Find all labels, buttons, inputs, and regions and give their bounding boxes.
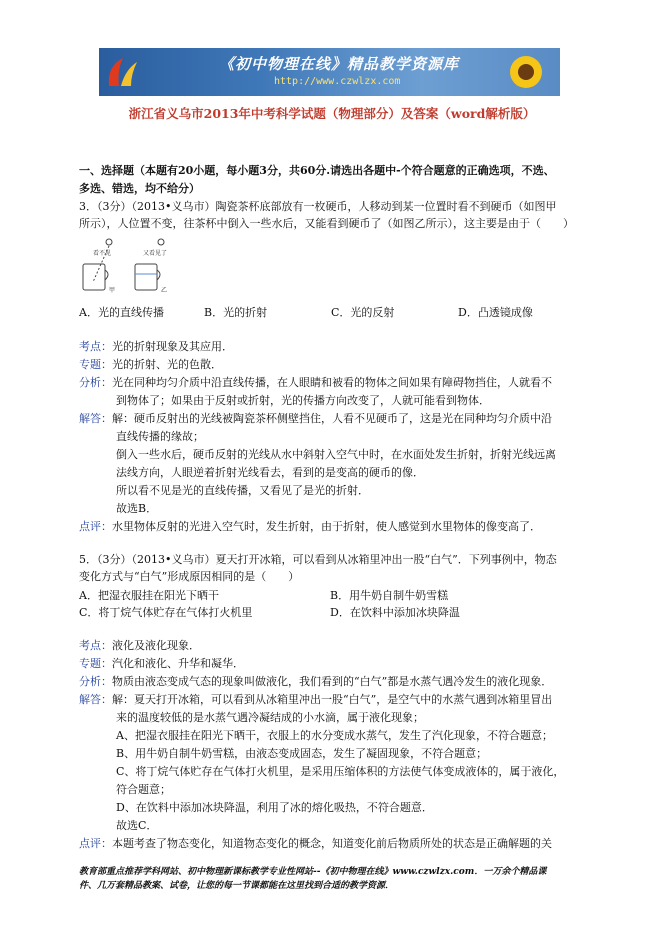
analysis-row: 故选C．	[116, 819, 158, 832]
q5-option-d: D．在饮料中添加冰块降温	[330, 606, 460, 619]
document-title: 浙江省义乌市2013年中考科学试题（物理部分）及答案（word解析版）	[128, 106, 536, 121]
cup-figure-b	[135, 239, 164, 290]
analysis-row: 直线传播的缘故；	[116, 430, 204, 443]
footer-line: 教育部重点推荐学科网站、初中物理新课标教学专业性网站--《初中物理在线》www.czwlzx.com．一万余个精品课	[79, 867, 547, 877]
analysis-row: 考点：液化及液化现象．	[79, 639, 200, 652]
analysis-row: 点评：水里物体反射的光进入空气时，发生折射，由于折射，使人感觉到水里物体的像变高了．	[79, 520, 541, 533]
analysis-row: 所以看不见是光的直线传播，又看见了是光的折射．	[116, 484, 369, 497]
analysis-row: 法线方向，人眼逆着折射光线看去，看到的是变高的硬币的像．	[116, 466, 424, 479]
header-banner	[99, 48, 560, 96]
question-3-text-cont: 所示），人位置不变，往茶杯中倒入一些水后，又能看到硬币了（如图乙所示），这主要是由于（ ）	[79, 217, 574, 230]
question-5-text-cont: 变化方式与“白气”形成原因相同的是（ ）	[79, 570, 300, 583]
analysis-row: B、用牛奶自制牛奶雪糕，由液态变成固态，发生了凝固现象，不符合题意；	[116, 747, 488, 760]
q3-option-a: A．光的直线传播	[79, 306, 164, 319]
analysis-row: 故选B．	[116, 502, 158, 515]
section-heading-cont: 多选、错选，均不给分）	[79, 182, 200, 195]
question-3-text: 3．（3分）（2013•义乌市）陶瓷茶杯底部放有一枚硬币，人移动到某一位置时看不到硬币（如图甲	[79, 200, 557, 213]
analysis-row: 考点：光的折射现象及其应用．	[79, 340, 233, 353]
analysis-row: 符合题意；	[116, 783, 171, 796]
q3-option-b: B．光的折射	[204, 306, 268, 319]
analysis-row: A、把湿衣服挂在阳光下晒干，衣服上的水分变成水蒸气，发生了汽化现象，不符合题意；	[116, 729, 553, 742]
banner-title: 《初中物理在线》精品教学资源库	[219, 55, 460, 73]
analysis-row: 解答：解：夏天打开冰箱，可以看到从冰箱里冲出一股“白气”，是空气中的水蒸气遇到冰箱里冒出	[79, 693, 553, 706]
analysis-row: 解答：解：硬币反射出的光线被陶瓷茶杯侧壁挡住，人看不见硬币了，这是光在同种均匀介质中沿	[79, 412, 552, 425]
q5-option-c: C．将丁烷气体贮存在气体打火机里	[79, 606, 253, 619]
question-3-figure	[79, 236, 199, 296]
q5-option-b: B．用牛奶自制牛奶雪糕	[330, 589, 449, 602]
figure-caption-b: 又看见了	[143, 250, 168, 257]
footer-line: 件、几万套精品教案、试卷，让您的每一节课都能在这里找到合适的教学资源．	[79, 881, 395, 891]
q5-option-a: A．把湿衣服挂在阳光下晒干	[79, 589, 219, 602]
banner-url[interactable]: http://www.czwlzx.com	[274, 76, 401, 87]
analysis-row: 分析：物质由液态变成气态的现象叫做液化，我们看到的“白气”都是水蒸气遇冷发生的液化现象．	[79, 675, 553, 688]
analysis-row: 倒入一些水后，硬币反射的光线从水中斜射入空气中时，在水面处发生折射，折射光线远离	[116, 448, 556, 461]
figure-mark-b: 乙	[161, 287, 168, 294]
analysis-row: C、将丁烷气体贮存在气体打火机里，是采用压缩体积的方法使气体变成液体的，属于液化，	[116, 765, 565, 778]
analysis-row: 点评：本题考查了物态变化，知道物态变化的概念，知道变化前后物质所处的状态是正确解题的关	[79, 837, 552, 850]
q3-option-d: D．凸透镜成像	[458, 306, 533, 319]
figure-mark-a: 甲	[109, 287, 116, 294]
question-5-text: 5．（3分）（2013•义乌市）夏天打开冰箱，可以看到从冰箱里冲出一股“白气”．下列事例中，物态	[79, 553, 557, 566]
sunflower-image-icon	[496, 50, 556, 94]
analysis-row: 专题：汽化和液化、升华和凝华．	[79, 657, 244, 670]
analysis-row: 到物体了；如果由于反射或折射，光的传播方向改变了，人就可能看到物体．	[116, 394, 490, 407]
cup-figure-a	[83, 239, 112, 290]
analysis-row: 来的温度较低的是水蒸气遇冷凝结成的小水滴，属于液化现象；	[116, 711, 424, 724]
section-heading: 一、选择题（本题有20小题，每小题3分，共60分.请选出各题中-个符合题意的正确选项，不选、	[79, 164, 555, 177]
analysis-row: 专题：光的折射、光的色散．	[79, 358, 222, 371]
analysis-row: D、在饮料中添加冰块降温，利用了冰的熔化吸热，不符合题意．	[116, 801, 433, 814]
q3-option-c: C．光的反射	[331, 306, 395, 319]
analysis-row: 分析：光在同种均匀介质中沿直线传播，在人眼睛和被看的物体之间如果有障碍物挡住，人就看不	[79, 376, 552, 389]
figure-caption-a: 看不见	[93, 250, 112, 257]
site-logo-icon	[103, 52, 141, 92]
